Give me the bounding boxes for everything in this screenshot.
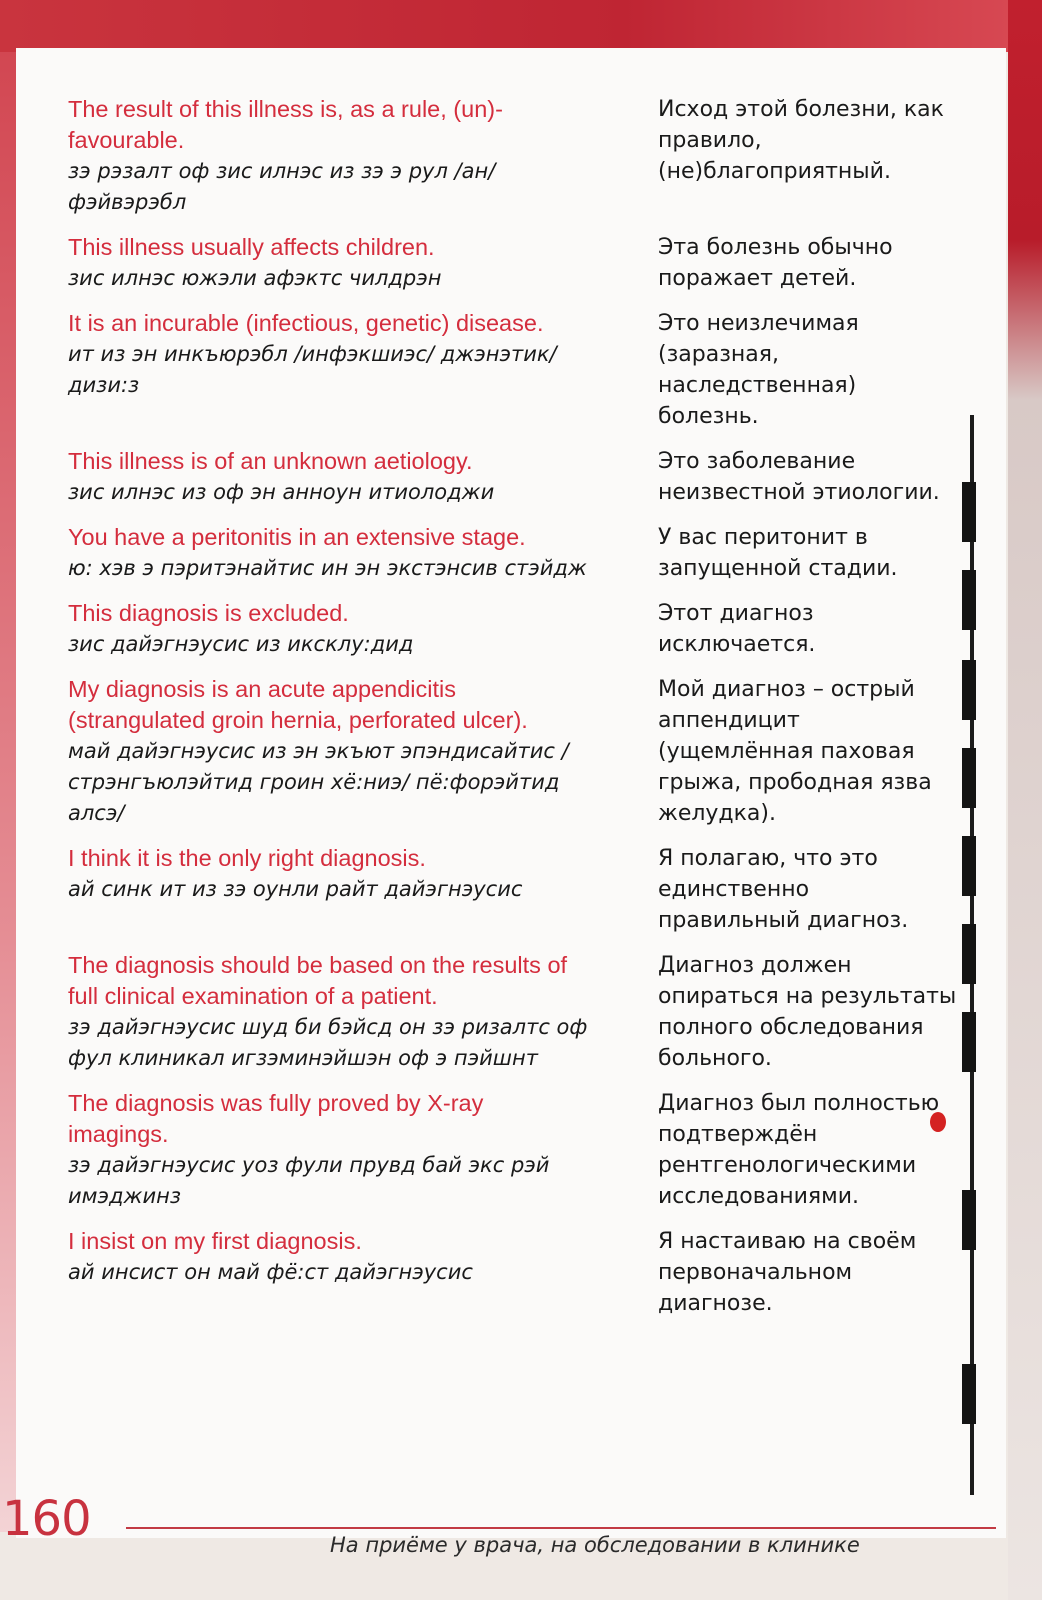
thumb-index-tab bbox=[962, 748, 976, 808]
thumb-index-tab bbox=[962, 660, 976, 720]
transcription: зис илнэс из оф эн анноун итиолоджи bbox=[68, 480, 495, 504]
english-column bbox=[68, 94, 588, 218]
english-column bbox=[68, 1088, 588, 1212]
english-column bbox=[68, 1226, 588, 1319]
english-column bbox=[68, 308, 588, 432]
phrase-entry bbox=[68, 522, 958, 584]
footer-rule bbox=[126, 1527, 996, 1529]
russian-translation: Я настаиваю на своём первоначальном диагнозе. bbox=[658, 1229, 917, 1316]
phrase-entry bbox=[68, 1226, 958, 1319]
transcription: зис илнэс южэли афэктс чилдрэн bbox=[68, 266, 442, 290]
english-phrase: This illness usually affects children. bbox=[68, 234, 435, 260]
transcription: зис дайэгнэусис из иксклу:дид bbox=[68, 632, 414, 656]
english-phrase: I insist on my first diagnosis. bbox=[68, 1228, 362, 1254]
section-title: На приёме у врача, на обследовании в клинике bbox=[330, 1533, 860, 1557]
phrase-entry bbox=[68, 1088, 958, 1212]
english-column bbox=[68, 950, 588, 1074]
english-phrase: My diagnosis is an acute appendicitis (strangulated groin hernia, perforated ulcer). bbox=[68, 676, 528, 733]
russian-translation: Это неизлечимая (заразная, наследственная) болезнь. bbox=[658, 311, 859, 429]
english-column bbox=[68, 232, 588, 294]
transcription: ай инсист он май фё:ст дайэгнэусис bbox=[68, 1260, 473, 1284]
phrase-entry bbox=[68, 308, 958, 432]
transcription: зэ дайэгнэусис уоз фули прувд бай экс рэй имэджинз bbox=[68, 1153, 550, 1208]
phrase-entry bbox=[68, 446, 958, 508]
russian-translation: Эта болезнь обычно поражает детей. bbox=[658, 235, 893, 291]
russian-translation: Это заболевание неизвестной этиологии. bbox=[658, 449, 940, 505]
english-column bbox=[68, 522, 588, 584]
english-phrase: The diagnosis should be based on the results of full clinical examination of a patient. bbox=[68, 952, 568, 1009]
transcription: ю: хэв э пэритэнайтис ин эн экстэнсив стэйдж bbox=[68, 556, 587, 580]
russian-translation: Диагноз был полностью подтверждён рентгенологическими исследованиями. bbox=[658, 1091, 940, 1209]
russian-translation: У вас перитонит в запущенной стадии. bbox=[658, 525, 898, 581]
phrase-entry bbox=[68, 232, 958, 294]
russian-translation: Диагноз должен опираться на результаты полного обследования больного. bbox=[658, 953, 957, 1071]
english-phrase: The diagnosis was fully proved by X-ray imagings. bbox=[68, 1090, 484, 1147]
phrase-entry bbox=[68, 94, 958, 218]
thumb-index-tab bbox=[962, 836, 976, 896]
phrase-entry bbox=[68, 950, 958, 1074]
transcription: ай синк ит из зэ оунли райт дайэгнэусис bbox=[68, 877, 523, 901]
thumb-index-tab bbox=[962, 924, 976, 984]
english-column bbox=[68, 446, 588, 508]
english-column bbox=[68, 843, 588, 936]
phrase-entry bbox=[68, 843, 958, 936]
top-red-band bbox=[0, 0, 1042, 52]
page-number: 160 bbox=[2, 1491, 91, 1547]
russian-translation: Этот диагноз исключается. bbox=[658, 601, 816, 657]
english-phrase: I think it is the only right diagnosis. bbox=[68, 845, 426, 871]
english-phrase: This illness is of an unknown aetiology. bbox=[68, 448, 473, 474]
phrase-entry bbox=[68, 598, 958, 660]
thumb-index-tab bbox=[962, 1012, 976, 1072]
transcription: зэ рэзалт оф зис илнэс из зэ э рул /ан/ фэйвэрэбл bbox=[68, 159, 496, 214]
thumb-index-tab bbox=[962, 1190, 976, 1250]
english-column bbox=[68, 598, 588, 660]
left-red-strip bbox=[0, 52, 16, 1532]
russian-translation: Исход этой болезни, как правило, (не)благоприятный. bbox=[658, 97, 944, 184]
transcription: май дайэгнэусис из эн экъют эпэндисайтис /стрэнгъюлэйтид гроин хё:ниэ/ пё:форэйтид алсэ/ bbox=[68, 739, 569, 825]
english-phrase: You have a peritonitis in an extensive stage. bbox=[68, 524, 526, 550]
phrase-list bbox=[68, 94, 958, 1333]
right-page-edge bbox=[1008, 0, 1042, 1600]
thumb-index-tab bbox=[962, 482, 976, 542]
phrase-entry bbox=[68, 674, 958, 829]
english-phrase: The result of this illness is, as a rule, (un)-favourable. bbox=[68, 96, 503, 153]
english-phrase: It is an incurable (infectious, genetic) disease. bbox=[68, 310, 544, 336]
english-column bbox=[68, 674, 588, 829]
thumb-index-tab bbox=[962, 1364, 976, 1424]
russian-translation: Я полагаю, что это единственно правильный диагноз. bbox=[658, 846, 909, 933]
english-phrase: This diagnosis is excluded. bbox=[68, 600, 349, 626]
transcription: ит из эн инкъюрэбл /инфэкшиэс/ джэнэтик/ дизи:з bbox=[68, 342, 557, 397]
transcription: зэ дайэгнэусис шуд би бэйсд он зэ ризалтс оф фул клиникал игзэминэйшэн оф э пэйшнт bbox=[68, 1015, 588, 1070]
thumb-index-tab bbox=[962, 570, 976, 630]
russian-translation: Мой диагноз – острый аппендицит (ущемлённая паховая грыжа, прободная язва желудка). bbox=[658, 677, 932, 826]
